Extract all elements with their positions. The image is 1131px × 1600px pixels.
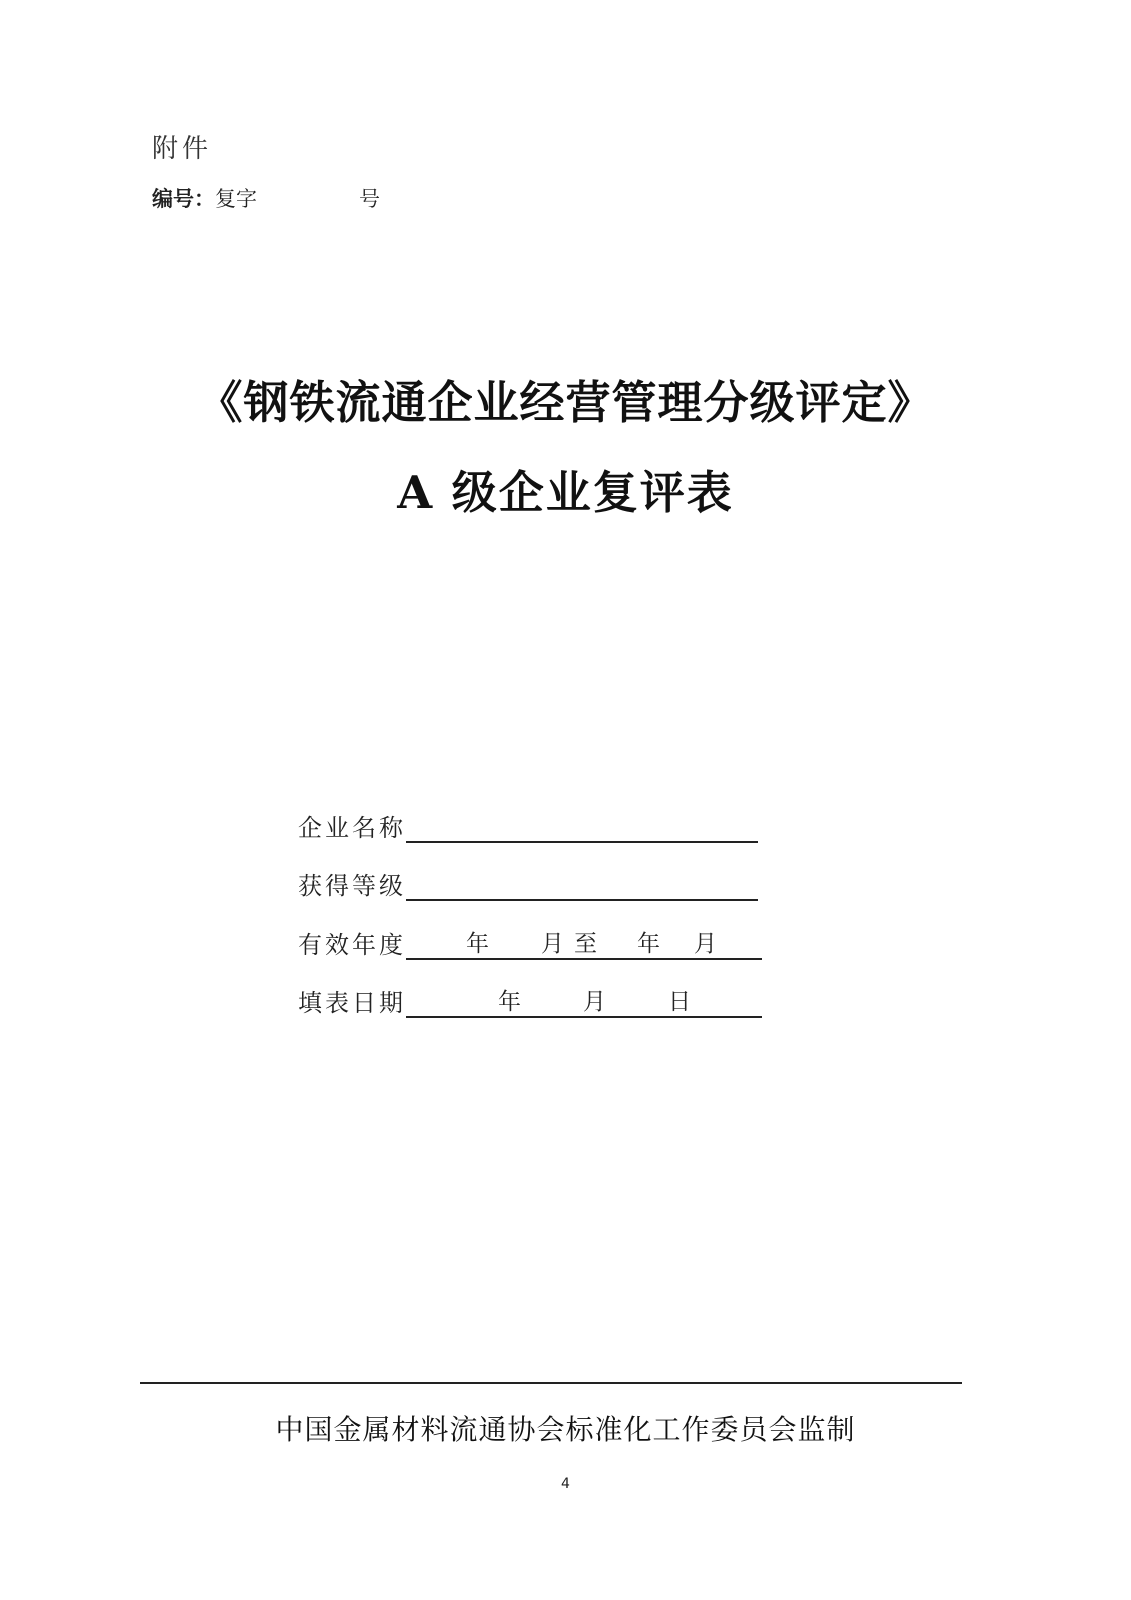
company-name-field: [298, 808, 758, 843]
validity-label: 有效年度: [298, 931, 406, 959]
footer-divider: [140, 1382, 962, 1384]
validity-to: 至: [574, 931, 597, 957]
document-number-suffix: 号: [359, 187, 380, 211]
validity-year-end: 年: [637, 931, 660, 957]
document-number-prefix: 复字: [215, 187, 257, 211]
fill-date-year: 年: [498, 989, 521, 1015]
fill-date-blank: [406, 986, 762, 1018]
company-name-blank: [406, 811, 758, 843]
fill-date-day: 日: [668, 989, 691, 1015]
document-subtitle: A 级企业复评表: [397, 466, 734, 519]
validity-year-start: 年: [466, 931, 489, 957]
fill-date-field: [298, 983, 762, 1018]
attachment-label: 附件: [152, 134, 213, 164]
page-number: 4: [561, 1476, 570, 1492]
validity-blank: [406, 928, 762, 960]
fill-date-label: 填表日期: [298, 989, 406, 1017]
validity-month-start: 月: [541, 931, 564, 957]
grade-label: 获得等级: [298, 872, 406, 900]
validity-month-end: 月: [694, 931, 717, 957]
fill-date-month: 月: [583, 989, 606, 1015]
company-name-label: 企业名称: [298, 814, 406, 842]
document-number-label: 编号：: [152, 187, 215, 211]
validity-field: [298, 925, 762, 960]
grade-field: [298, 866, 758, 901]
grade-blank: [406, 869, 758, 901]
document-number: [152, 183, 380, 213]
document-title: 《钢铁流通企业经营管理分级评定》: [197, 376, 934, 429]
issuer-text: 中国金属材料流通协会标准化工作委员会监制: [275, 1413, 856, 1446]
